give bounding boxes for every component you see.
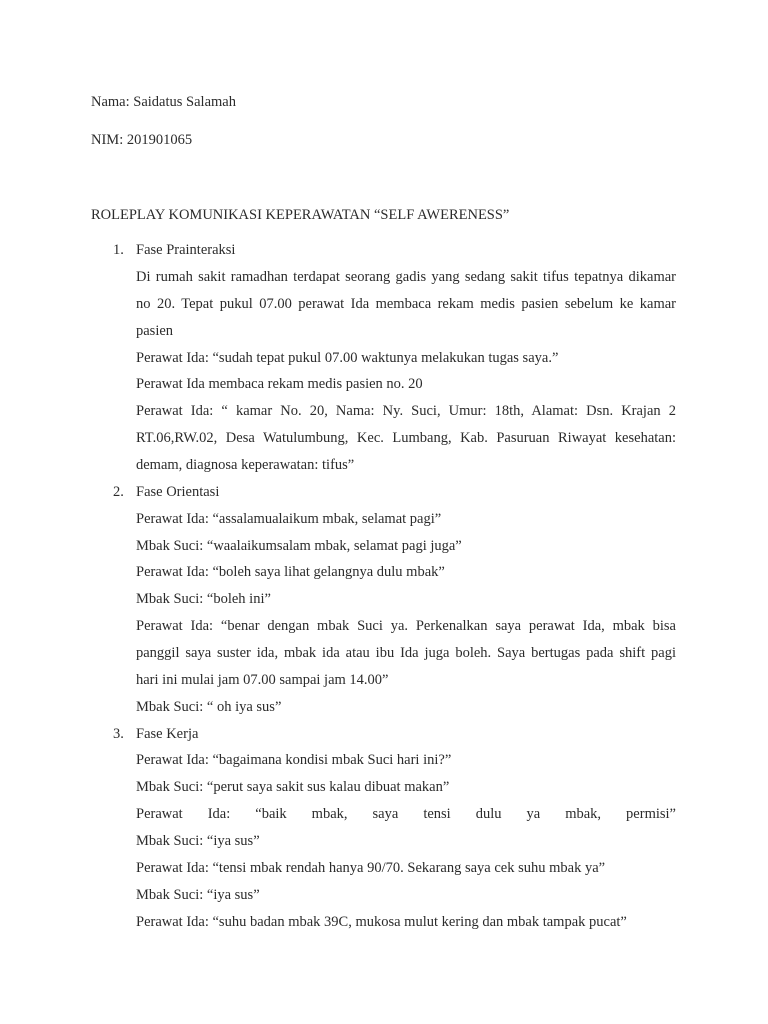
section-number: 2. [113,484,124,500]
paragraph-line: Di rumah sakit ramadhan terdapat seorang gadis yang sedang sakit tifus tepatnya dikamar [136,269,676,285]
section-heading: Fase Kerja [136,726,199,742]
paragraph-line: no 20. Tepat pukul 07.00 perawat Ida membaca rekam medis pasien sebelum ke kamar [136,296,676,312]
dialogue-line: hari ini mulai jam 07.00 sampai jam 14.00” [136,672,389,688]
section-heading: Fase Orientasi [136,484,220,500]
dialogue-line: Perawat Ida: “bagaimana kondisi mbak Suci hari ini?” [136,752,452,768]
paragraph-line: Perawat Ida membaca rekam medis pasien no. 20 [136,376,423,392]
dialogue-line: demam, diagnosa keperawatan: tifus” [136,457,355,473]
dialogue-line: Mbak Suci: “waalaikumsalam mbak, selamat pagi juga” [136,538,462,554]
student-nim: NIM: 201901065 [91,132,193,148]
dialogue-line: Mbak Suci: “iya sus” [136,887,260,903]
dialogue-line: Perawat Ida: “suhu badan mbak 39C, mukosa mulut kering dan mbak tampak pucat” [136,914,627,930]
document-title: ROLEPLAY KOMUNIKASI KEPERAWATAN “SELF AWERENESS” [91,207,510,223]
dialogue-line: Perawat Ida: “baik mbak, saya tensi dulu ya mbak, permisi” [136,806,676,822]
section-number: 1. [113,242,124,258]
dialogue-line: Perawat Ida: “tensi mbak rendah hanya 90/70. Sekarang saya cek suhu mbak ya” [136,860,606,876]
dialogue-line: Perawat Ida: “sudah tepat pukul 07.00 waktunya melakukan tugas saya.” [136,350,559,366]
dialogue-line: Mbak Suci: “iya sus” [136,833,260,849]
student-name: Nama: Saidatus Salamah [91,94,236,110]
section-number: 3. [113,726,124,742]
dialogue-line: Perawat Ida: “boleh saya lihat gelangnya dulu mbak” [136,564,445,580]
dialogue-line: Mbak Suci: “perut saya sakit sus kalau dibuat makan” [136,779,450,795]
dialogue-line: panggil saya suster ida, mbak ida atau ibu Ida juga boleh. Saya bertugas pada shift pagi [136,645,676,661]
section-heading: Fase Prainteraksi [136,242,236,258]
dialogue-line: Perawat Ida: “ kamar No. 20, Nama: Ny. Suci, Umur: 18th, Alamat: Dsn. Krajan 2 [136,403,676,419]
dialogue-line: Perawat Ida: “benar dengan mbak Suci ya. Perkenalkan saya perawat Ida, mbak bisa [136,618,676,634]
dialogue-line: RT.06,RW.02, Desa Watulumbung, Kec. Lumbang, Kab. Pasuruan Riwayat kesehatan: [136,430,676,446]
dialogue-line: Mbak Suci: “ oh iya sus” [136,699,282,715]
paragraph-line: pasien [136,323,174,339]
dialogue-line: Mbak Suci: “boleh ini” [136,591,271,607]
dialogue-line: Perawat Ida: “assalamualaikum mbak, selamat pagi” [136,511,442,527]
